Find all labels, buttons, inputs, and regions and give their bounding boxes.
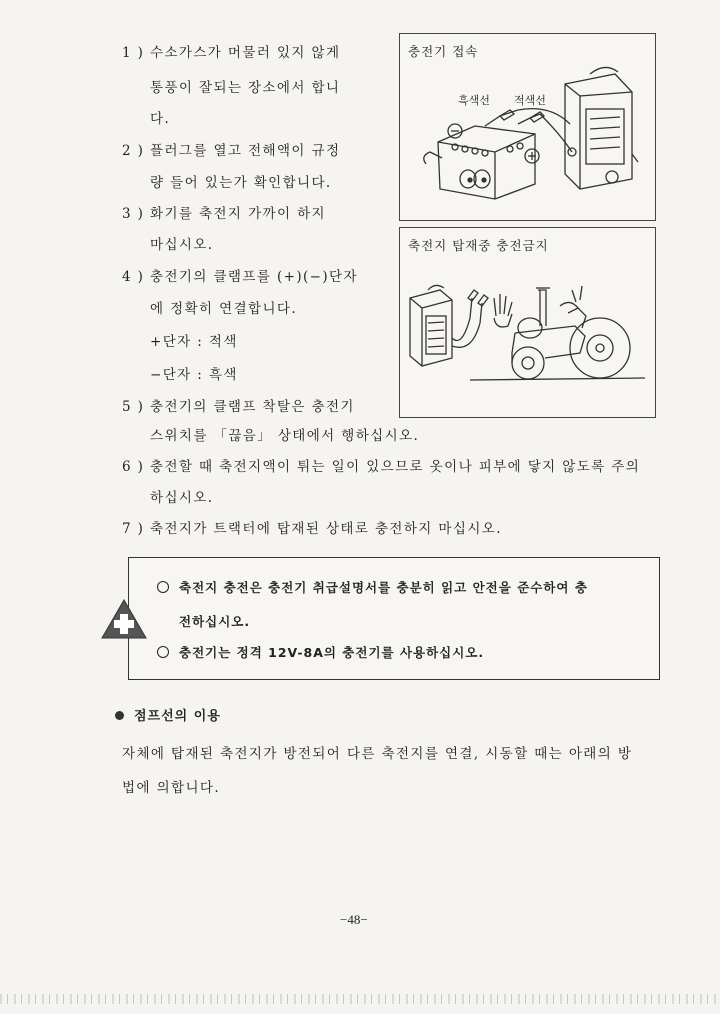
- circle-bullet-icon: [157, 581, 169, 593]
- item-3-line-1: 3 ) 화기를 축전지 가까이 하지: [122, 206, 326, 222]
- warning-item-1: [157, 578, 588, 596]
- item-4-minus-terminal: −단자 : 흑색: [150, 367, 238, 383]
- figure-no-charging-mounted-title: 축전지 탑재중 충전금지: [408, 238, 549, 253]
- item-7-line-1: 7 ) 축전지가 트랙터에 탑재된 상태로 충전하지 마십시오.: [122, 521, 502, 537]
- item-6-line-1: 6 ) 충전할 때 축전지액이 튀는 일이 있으므로 옷이나 피부에 닿지 않도록 주의: [122, 459, 641, 475]
- warning-item-2-text: 충전기는 정격 12V-8A의 충전기를 사용하십시오.: [179, 645, 485, 660]
- item-5-line-1: 5 ) 충전기의 클램프 착탈은 충전기: [122, 399, 355, 415]
- section-heading: [115, 705, 221, 724]
- item-4-line-2: 에 정확히 연결합니다.: [150, 301, 298, 317]
- warning-item-1-continued: 전하십시오.: [179, 614, 251, 629]
- item-5-line-2: 스위치를 「끊음」 상태에서 행하십시오.: [150, 428, 420, 444]
- item-1-line-3: 다.: [150, 111, 171, 127]
- item-4-line-1: 4 ) 충전기의 클램프를 (+)(−)단자: [122, 269, 358, 285]
- scan-artifact: [0, 994, 720, 1004]
- warning-box: [128, 557, 660, 680]
- red-wire-label: 적색선: [514, 94, 546, 107]
- battery-charger-illustration: [400, 34, 655, 220]
- item-1-line-2: 통풍이 잘되는 장소에서 합니: [150, 80, 341, 96]
- paragraph-line-1: 자체에 탑재된 축전지가 방전되어 다른 축전지를 연결, 시동할 때는 아래의 방: [122, 746, 633, 762]
- black-wire-label: 흑색선: [458, 94, 490, 107]
- section-heading-text: 점프선의 이용: [134, 709, 221, 724]
- item-2-line-1: 2 ) 플러그를 열고 전해액이 규정: [122, 143, 341, 159]
- paragraph-line-2: 법에 의합니다.: [122, 780, 221, 796]
- item-2-line-2: 량 들어 있는가 확인합니다.: [150, 175, 332, 191]
- circle-bullet-icon: [157, 646, 169, 658]
- warning-item-2: [157, 643, 484, 661]
- figure-charger-connection: [399, 33, 656, 221]
- item-4-plus-terminal: +단자 : 적색: [150, 334, 238, 350]
- item-3-line-2: 마십시오.: [150, 237, 214, 253]
- page-number: −48−: [340, 912, 368, 927]
- warning-cross-icon: [100, 598, 148, 640]
- figure-charger-connection-title: 충전기 접속: [408, 44, 479, 59]
- item-1-line-1: 1 ) 수소가스가 머물러 있지 않게: [122, 45, 341, 61]
- warning-item-1-text: 축전지 충전은 충전기 취급설명서를 충분히 읽고 안전을 준수하여 충: [179, 580, 588, 595]
- item-6-line-2: 하십시오.: [150, 490, 214, 506]
- figure-no-charging-mounted: [399, 227, 656, 418]
- tractor-charging-illustration: [400, 228, 655, 417]
- bullet-dot-icon: [115, 711, 124, 720]
